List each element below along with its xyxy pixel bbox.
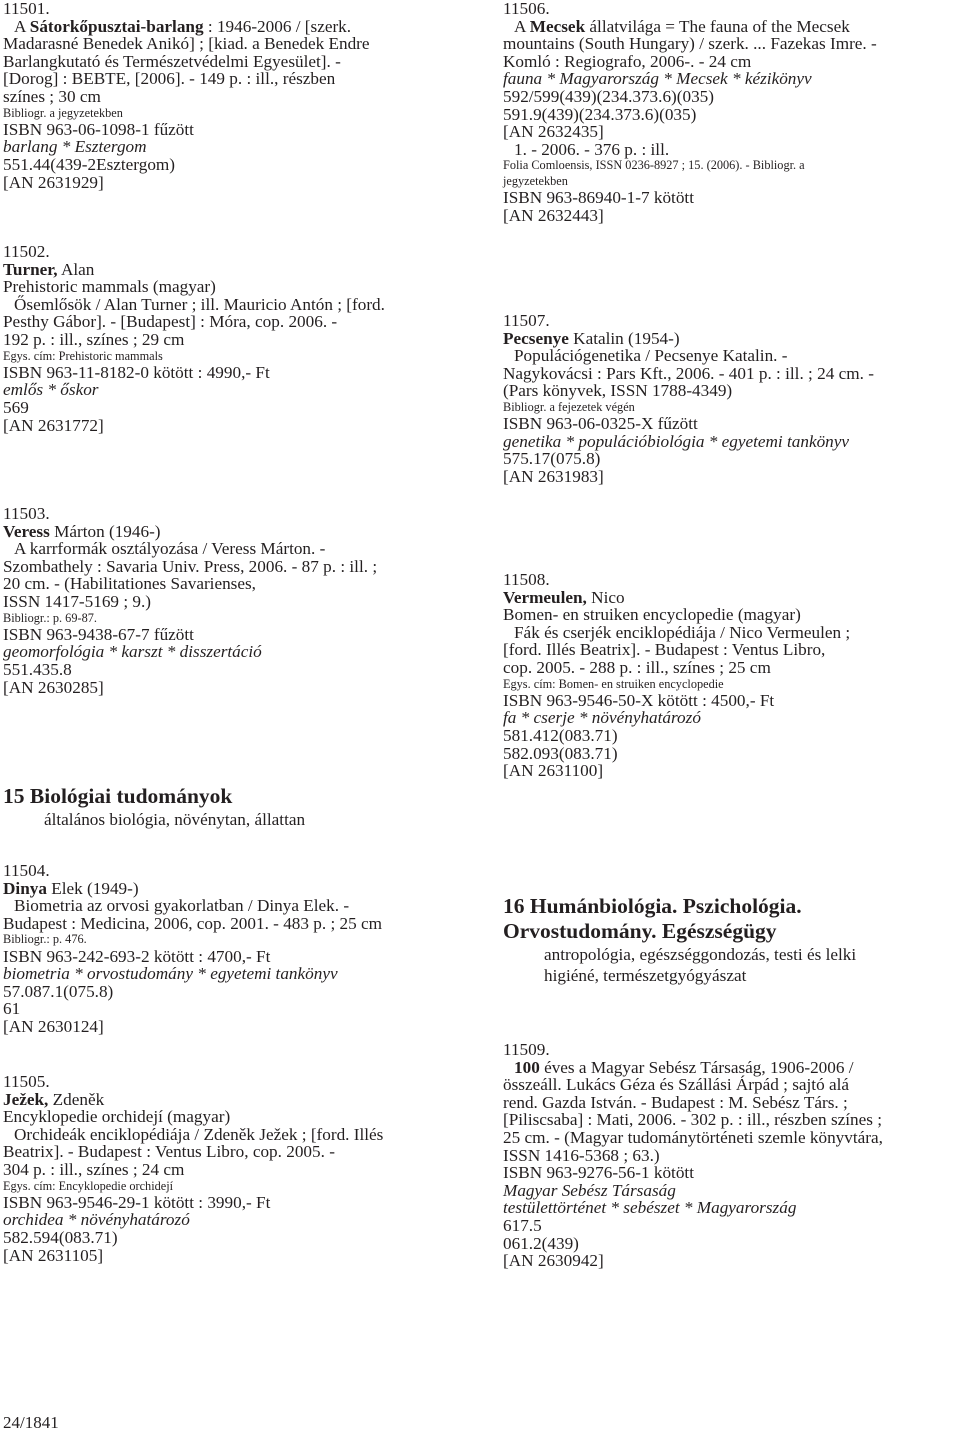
entry-note: Egys. cím: Bomen- en struiken encyclopedie — [503, 676, 724, 691]
entry-title-line: Orchideák enciklopédiája / Zdeněk Ježek ; [ford. Illés — [14, 1124, 384, 1144]
section-title: 15 Biológiai tudományok — [3, 784, 233, 808]
entry-line: Pesthy Gábor]. - [Budapest] : Móra, cop. 2006. - — [3, 312, 338, 332]
title-bold: Sátorkőpusztai-barlang — [29, 16, 204, 36]
entry-original-title: Encyklopedie orchidejí (magyar) — [3, 1107, 231, 1127]
entry-line: [Dorog] : BEBTE, [2006]. - 149 p. : ill., részben — [3, 69, 336, 89]
entry-note: Egys. cím: Prehistoric mammals — [3, 348, 163, 363]
entry-an: [AN 2631105] — [3, 1245, 104, 1265]
entry-number: 11507. — [503, 311, 550, 330]
entry-11508 — [503, 571, 850, 780]
entry-an: [AN 2632443] — [503, 205, 604, 225]
entry-note: Bibliogr. a fejezetek végén — [503, 399, 635, 414]
entry-subjects: emlős * őskor — [3, 380, 99, 400]
entry-11505 — [3, 1073, 383, 1264]
entry-title-line: A karrformák osztályozása / Veress Márton. - — [14, 539, 326, 559]
entry-number: 11509. — [503, 1040, 550, 1059]
entry-subjects: geomorfológia * karszt * disszertáció — [3, 642, 262, 662]
entry-isbn: ISBN 963-06-1098-1 fűzött — [3, 119, 194, 139]
entry-line: Beatrix]. - Budapest : Ventus Libro, cop. 2005. - — [3, 1142, 335, 1162]
section-title: Orvostudomány. Egészségügy — [503, 919, 777, 943]
entry-author: Ježek, Zdeněk — [3, 1089, 105, 1109]
entry-an: [AN 2630942] — [503, 1251, 604, 1271]
entry-title-line: A Sátorkőpusztai-barlang : 1946-2006 / [szerk. — [14, 16, 352, 36]
entry-udc: 582.093(083.71) — [503, 743, 618, 763]
entry-udc: 551.44(439-2Esztergom) — [3, 155, 176, 175]
entry-an: [AN 2631929] — [3, 172, 104, 192]
entry-11504 — [3, 862, 382, 1036]
entry-author: Veress Márton (1946-) — [3, 521, 161, 541]
entry-original-title: Bomen- en struiken encyclopedie (magyar) — [503, 605, 801, 625]
entry-isbn: ISBN 963-9276-56-1 kötött — [503, 1163, 694, 1183]
entry-udc: 581.412(083.71) — [503, 726, 618, 746]
entry-11502 — [3, 243, 385, 434]
entry-udc: 551.435.8 — [3, 660, 72, 680]
entry-isbn: ISBN 963-242-693-2 kötött : 4700,- Ft — [3, 946, 271, 966]
entry-an: [AN 2631100] — [503, 761, 604, 781]
entry-udc: 591.9(439)(234.373.6)(035) — [503, 104, 697, 124]
entry-udc: 061.2(439) — [503, 1233, 579, 1253]
entry-an: [AN 2632435] — [503, 122, 604, 142]
entry-an: [AN 2630285] — [3, 677, 104, 697]
entry-line: [ford. Illés Beatrix]. - Budapest : Ventus Libro, — [503, 640, 826, 660]
entry-title-line: Fák és cserjék enciklopédiája / Nico Vermeulen ; — [514, 622, 851, 642]
title-bold: Mecsek — [529, 16, 586, 36]
entry-author: Turner, Alan — [3, 259, 95, 279]
entry-number: 11505. — [3, 1072, 50, 1091]
entry-note: Egys. cím: Encyklopedie orchidejí — [3, 1178, 174, 1193]
section-title: 16 Humánbiológia. Pszichológia. — [503, 894, 802, 918]
entry-isbn: ISBN 963-11-8182-0 kötött : 4990,- Ft — [3, 362, 270, 382]
section-subtitle: higiéné, természetgyógyászat — [544, 966, 747, 985]
entry-subjects: biometria * orvostudomány * egyetemi tankönyv — [3, 964, 338, 984]
entry-volume: 1. - 2006. - 376 p. : ill. — [514, 139, 670, 159]
entry-11501 — [3, 0, 370, 191]
entry-title-line: A Mecsek állatvilága = The fauna of the Mecsek — [514, 16, 850, 36]
entry-line: színes ; 30 cm — [3, 86, 101, 106]
entry-subjects: testülettörténet * sebészet * Magyarország — [503, 1198, 797, 1218]
entry-title-line: Biometria az orvosi gyakorlatban / Dinya Elek. - — [14, 896, 350, 916]
entry-line: rend. Gazda István. - Budapest : M. Sebész Társ. ; — [503, 1092, 848, 1112]
section-16-header — [503, 894, 856, 986]
entry-line: cop. 2005. - 288 p. : ill., színes ; 25 cm — [503, 657, 771, 677]
entry-note: Folia Comloensis, ISSN 0236-8927 ; 15. (2006). - Bibliogr. a — [503, 158, 805, 173]
entry-note: jegyzetekben — [503, 173, 568, 188]
entry-subjects: fauna * Magyarország * Mecsek * kézikönyv — [503, 69, 812, 89]
entry-line: 304 p. : ill., színes ; 24 cm — [3, 1159, 185, 1179]
entry-udc: 569 — [3, 398, 29, 418]
entry-author: Pecsenye Katalin (1954-) — [503, 328, 680, 348]
section-subtitle: általános biológia, növénytan, állattan — [44, 810, 306, 829]
entry-udc: 592/599(439)(234.373.6)(035) — [503, 86, 714, 106]
entry-isbn: ISBN 963-9546-29-1 kötött : 3990,- Ft — [3, 1192, 271, 1212]
entry-subjects: genetika * populációbiológia * egyetemi tankönyv — [503, 431, 850, 451]
entry-note: Bibliogr.: p. 69-87. — [3, 610, 97, 625]
entry-line: (Pars könyvek, ISSN 1788-4349) — [503, 381, 733, 401]
page-number: 24/1841 — [3, 1413, 59, 1432]
entry-line: Barlangkutató és Természetvédelmi Egyesület]. - — [3, 51, 341, 71]
entry-11507 — [503, 312, 874, 486]
entry-number: 11508. — [503, 570, 550, 589]
entry-author: Dinya Elek (1949-) — [3, 878, 139, 898]
entry-isbn: ISBN 963-9546-50-X kötött : 4500,- Ft — [503, 690, 775, 710]
entry-number: 11502. — [3, 242, 50, 261]
entry-udc: 57.087.1(075.8) — [3, 981, 114, 1001]
entry-an: [AN 2631772] — [3, 415, 104, 435]
entry-line: ISSN 1417-5169 ; 9.) — [3, 591, 152, 611]
entry-line: 20 cm. - (Habilitationes Savarienses, — [3, 574, 256, 594]
entry-udc: 582.594(083.71) — [3, 1228, 118, 1248]
entry-subjects: barlang * Esztergom — [3, 137, 147, 157]
entry-author: Vermeulen, Nico — [503, 587, 625, 607]
entry-subjects: fa * cserje * növényhatározó — [503, 708, 701, 728]
entry-11503 — [3, 505, 377, 696]
entry-line: Komló : Regiografo, 2006-. - 24 cm — [503, 51, 752, 71]
entry-11506 — [503, 0, 877, 224]
section-subtitle: antropológia, egészséggondozás, testi és lelki — [544, 945, 857, 964]
entry-line: Szombathely : Savaria Univ. Press, 2006. - 87 p. : ill. ; — [3, 556, 378, 576]
entry-line: 192 p. : ill., színes ; 29 cm — [3, 329, 185, 349]
entry-udc: 61 — [3, 999, 21, 1019]
entry-line: Nagykovácsi : Pars Kft., 2006. - 401 p. : ill. ; 24 cm. - — [503, 363, 874, 383]
entry-line: [Piliscsaba] : Mati, 2006. - 302 p. : ill., részben színes ; — [503, 1110, 883, 1130]
entry-isbn: ISBN 963-06-0325-X fűzött — [503, 414, 698, 434]
entry-line: ISSN 1416-5368 ; 63.) — [503, 1145, 660, 1165]
entry-number: 11501. — [3, 0, 50, 18]
entry-udc: 575.17(075.8) — [503, 449, 601, 469]
entry-number: 11506. — [503, 0, 550, 18]
entry-number: 11504. — [3, 861, 50, 880]
entry-subjects: orchidea * növényhatározó — [3, 1210, 190, 1230]
title-bold: 100 — [514, 1057, 540, 1077]
entry-an: [AN 2630124] — [3, 1017, 104, 1037]
entry-udc: 617.5 — [503, 1215, 542, 1235]
entry-number: 11503. — [3, 504, 50, 523]
entry-11509 — [503, 1041, 883, 1270]
entry-title-line: Populációgenetika / Pecsenye Katalin. - — [514, 346, 788, 366]
section-15-header — [3, 784, 305, 830]
entry-subject-name: Magyar Sebész Társaság — [503, 1180, 676, 1200]
entry-isbn: ISBN 963-9438-67-7 fűzött — [3, 624, 194, 644]
entry-line: 25 cm. - (Magyar tudománytörténeti szemle könyvtára, — [503, 1127, 883, 1147]
entry-note: Bibliogr.: p. 476. — [3, 932, 87, 947]
entry-line: Madarasné Benedek Anikó] ; [kiad. a Benedek Endre — [3, 34, 370, 54]
entry-line: mountains (South Hungary) / szerk. ... Fazekas Imre. - — [503, 34, 877, 54]
entry-original-title: Prehistoric mammals (magyar) — [3, 277, 216, 297]
entry-title-line: Ősemlősök / Alan Turner ; ill. Mauricio Antón ; [ford. — [14, 294, 385, 314]
entry-line: Budapest : Medicina, 2006, cop. 2001. - 483 p. ; 25 cm — [3, 913, 383, 933]
entry-an: [AN 2631983] — [503, 467, 604, 487]
entry-isbn: ISBN 963-86940-1-7 kötött — [503, 187, 694, 207]
entry-title-line: 100 éves a Magyar Sebész Társaság, 1906-2006 / — [514, 1057, 854, 1077]
entry-note: Bibliogr. a jegyzetekben — [3, 105, 123, 120]
entry-line: összeáll. Lukács Géza és Szállási Árpád ; sajtó alá — [503, 1075, 850, 1095]
